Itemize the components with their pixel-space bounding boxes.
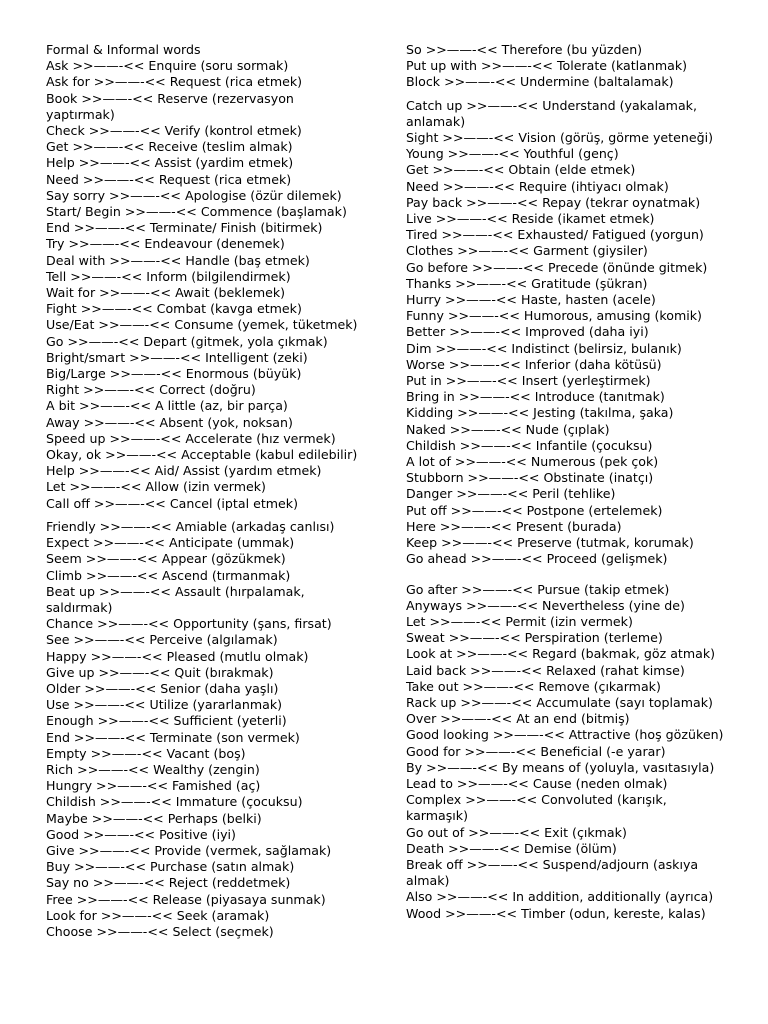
word-pair-line: End >>——-<< Terminate/ Finish (bitirmek) — [46, 220, 323, 236]
word-pair-line: Try >>——-<< Endeavour (denemek) — [46, 236, 285, 252]
word-pair-line: Get >>——-<< Obtain (elde etmek) — [406, 162, 636, 178]
word-pair-line: Good >>——-<< Positive (iyi) — [46, 826, 236, 842]
word-pair-line: So >>——-<< Therefore (bu yüzden) — [406, 42, 643, 57]
word-pair-line: Young >>——-<< Youthful (genç) — [406, 146, 619, 162]
word-pair-line: Go >>——-<< Depart (gitmek, yola çıkmak) — [46, 333, 328, 349]
word-pair-line: Start/ Begin >>——-<< Commence (başlamak) — [46, 204, 347, 220]
word-pair-line: Empty >>——-<< Vacant (boş) — [46, 745, 246, 761]
word-pair-line: Choose >>——-<< Select (seçmek) — [46, 923, 274, 939]
word-pair-line: Go before >>——-<< Precede (önünde gitmek) — [406, 259, 708, 275]
word-pair-line: Expect >>——-<< Anticipate (ummak) — [46, 535, 295, 551]
word-pair-line: Need >>——-<< Require (ihtiyacı olmak) — [406, 178, 669, 194]
word-pair-line: Naked >>——-<< Nude (çıplak) — [406, 421, 610, 437]
word-pair-line: Pay back >>——-<< Repay (tekrar oynatmak) — [406, 194, 701, 210]
word-pair-line: Tell >>——-<< Inform (bilgilendirmek) — [46, 268, 291, 284]
word-pair-line: Dim >>——-<< Indistinct (belirsiz, bulanık) — [406, 340, 682, 356]
word-pair-line: Speed up >>——-<< Accelerate (hız vermek) — [46, 430, 336, 446]
word-pair-line: Better >>——-<< Improved (daha iyi) — [406, 324, 649, 340]
word-pair-line: Beat up >>——-<< Assault (hırpalamak, saldırmak) — [46, 583, 305, 615]
left-column — [46, 42, 364, 940]
word-pair-line: Book >>——-<< Reserve (rezervasyon yaptırmak) — [46, 90, 294, 122]
word-pair-line: Fight >>——-<< Combat (kavga etmek) — [46, 301, 302, 317]
word-pair-line: Buy >>——-<< Purchase (satın almak) — [46, 859, 295, 875]
word-pair-line: Give >>——-<< Provide (vermek, sağlamak) — [46, 842, 332, 858]
word-pair-line: Say sorry >>——-<< Apologise (özür dilemek) — [46, 187, 342, 203]
word-pair-line: Free >>——-<< Release (piyasaya sunmak) — [46, 891, 326, 907]
word-pair-line: Tired >>——-<< Exhausted/ Fatigued (yorgun) — [406, 227, 704, 243]
word-pair-line: Danger >>——-<< Peril (tehlike) — [406, 486, 616, 502]
word-pair-line: Keep >>——-<< Preserve (tutmak, korumak) — [406, 535, 694, 551]
word-pair-line: Wood >>——-<< Timber (odun, kereste, kalas) — [406, 905, 706, 921]
word-pair-line: Go after >>——-<< Pursue (takip etmek) — [406, 581, 670, 597]
word-pair-line: Right >>——-<< Correct (doğru) — [46, 382, 256, 398]
word-pair-line: Climb >>——-<< Ascend (tırmanmak) — [46, 567, 291, 583]
word-pair-line: Live >>——-<< Reside (ikamet etmek) — [406, 211, 655, 227]
word-pair-line: Older >>——-<< Senior (daha yaşlı) — [46, 680, 279, 696]
word-pair-line: Funny >>——-<< Humorous, amusing (komik) — [406, 308, 702, 324]
word-pair-line: Complex >>——-<< Convoluted (karışık, karmaşık) — [406, 792, 667, 824]
word-pair-line: Hurry >>——-<< Haste, hasten (acele) — [406, 292, 656, 308]
word-pair-line: Lead to >>——-<< Cause (neden olmak) — [406, 775, 668, 791]
right-column — [406, 42, 726, 922]
word-pair-line: Say no >>——-<< Reject (reddetmek) — [46, 875, 291, 891]
word-pair-line: Sight >>——-<< Vision (görüş, görme yeteneği) — [406, 130, 713, 146]
word-pair-line: Okay, ok >>——-<< Acceptable (kabul edilebilir) — [46, 447, 358, 463]
word-pair-line: Ask >>——-<< Enquire (soru sormak) — [46, 58, 289, 74]
word-pair-line: End >>——-<< Terminate (son vermek) — [46, 729, 300, 745]
word-pair-line: Stubborn >>——-<< Obstinate (inatçı) — [406, 470, 654, 486]
word-pair-line: Let >>——-<< Allow (izin vermek) — [46, 479, 266, 495]
word-pair-line: Let >>——-<< Permit (izin vermek) — [406, 613, 633, 629]
word-pair-line: Chance >>——-<< Opportunity (şans, firsat) — [46, 616, 332, 632]
word-pair-line: Give up >>——-<< Quit (bırakmak) — [46, 664, 274, 680]
word-pair-line: Also >>——-<< In addition, additionally (ayrıca) — [406, 889, 714, 905]
word-pair-line: Deal with >>——-<< Handle (baş etmek) — [46, 252, 310, 268]
word-pair-line: Look for >>——-<< Seek (aramak) — [46, 907, 270, 923]
word-pair-line: Rich >>——-<< Wealthy (zengin) — [46, 761, 260, 777]
word-pair-line: Kidding >>——-<< Jesting (takılma, şaka) — [406, 405, 674, 421]
word-pair-line: A lot of >>——-<< Numerous (pek çok) — [406, 454, 659, 470]
word-pair-line: A bit >>——-<< A little (az, bir parça) — [46, 398, 288, 414]
word-pair-line: Good for >>——-<< Beneficial (-e yarar) — [406, 743, 666, 759]
word-pair-line: Maybe >>——-<< Perhaps (belki) — [46, 810, 262, 826]
word-pair-line: Help >>——-<< Assist (yardim etmek) — [46, 155, 294, 171]
word-pair-line: Death >>——-<< Demise (ölüm) — [406, 840, 617, 856]
word-pair-line: Look at >>——-<< Regard (bakmak, göz atmak) — [406, 646, 716, 662]
word-pair-line: Catch up >>——-<< Understand (yakalamak, anlamak) — [406, 97, 697, 129]
word-pair-line: Bring in >>——-<< Introduce (tanıtmak) — [406, 389, 665, 405]
word-pair-line: By >>——-<< By means of (yoluyla, vasıtasıyla) — [406, 759, 715, 775]
word-pair-line: Check >>——-<< Verify (kontrol etmek) — [46, 123, 302, 139]
word-pair-line: Formal & Informal words — [46, 42, 201, 57]
word-pair-line: Use/Eat >>——-<< Consume (yemek, tüketmek) — [46, 317, 358, 333]
word-pair-line: Wait for >>——-<< Await (beklemek) — [46, 285, 286, 301]
word-pair-line: Worse >>——-<< Inferior (daha kötüsü) — [406, 356, 662, 372]
word-pair-line: Good looking >>——-<< Attractive (hoş gözüken) — [406, 727, 724, 743]
word-pair-line: Happy >>——-<< Pleased (mutlu olmak) — [46, 648, 309, 664]
word-pair-line: Use >>——-<< Utilize (yararlanmak) — [46, 697, 283, 713]
word-pair-line: Help >>——-<< Aid/ Assist (yardım etmek) — [46, 463, 322, 479]
word-pair-line: See >>——-<< Perceive (algılamak) — [46, 632, 278, 648]
word-pair-line: Need >>——-<< Request (rica etmek) — [46, 171, 292, 187]
word-pair-line: Thanks >>——-<< Gratitude (şükran) — [406, 275, 648, 291]
word-pair-line: Put up with >>——-<< Tolerate (katlanmak) — [406, 58, 688, 74]
word-pair-line: Rack up >>——-<< Accumulate (sayı toplamak) — [406, 694, 713, 710]
word-pair-line: Childish >>——-<< Immature (çocuksu) — [46, 794, 303, 810]
word-pair-line: Block >>——-<< Undermine (baltalamak) — [406, 74, 674, 90]
word-pair-line: Over >>——-<< At an end (bitmiş) — [406, 711, 630, 727]
word-pair-line: Friendly >>——-<< Amiable (arkadaş canlısı) — [46, 518, 335, 534]
word-pair-line: Here >>——-<< Present (burada) — [406, 518, 622, 534]
word-pair-line: Get >>——-<< Receive (teslim almak) — [46, 139, 293, 155]
word-pair-line: Childish >>——-<< Infantile (çocuksu) — [406, 437, 653, 453]
word-pair-line: Hungry >>——-<< Famished (aç) — [46, 778, 261, 794]
word-pair-line: Clothes >>——-<< Garment (giysiler) — [406, 243, 648, 259]
word-pair-line: Seem >>——-<< Appear (gözükmek) — [46, 551, 286, 567]
word-pair-line: Bright/smart >>——-<< Intelligent (zeki) — [46, 349, 308, 365]
word-pair-line: Away >>——-<< Absent (yok, noksan) — [46, 414, 293, 430]
word-pair-line: Put off >>——-<< Postpone (ertelemek) — [406, 502, 663, 518]
word-pair-line: Break off >>——-<< Suspend/adjourn (askıya almak) — [406, 856, 699, 889]
word-pair-line: Ask for >>——-<< Request (rica etmek) — [46, 74, 303, 90]
word-pair-line: Enough >>——-<< Sufficient (yeterli) — [46, 713, 287, 729]
word-pair-line: Sweat >>——-<< Perspiration (terleme) — [406, 630, 663, 646]
word-pair-line: Big/Large >>——-<< Enormous (büyük) — [46, 366, 302, 382]
word-pair-line: Put in >>——-<< Insert (yerleştirmek) — [406, 373, 651, 389]
word-pair-line: Anyways >>——-<< Nevertheless (yine de) — [406, 597, 685, 613]
word-pair-line: Go ahead >>——-<< Proceed (gelişmek) — [406, 551, 668, 567]
word-pair-line: Laid back >>——-<< Relaxed (rahat kimse) — [406, 662, 685, 678]
word-pair-line: Call off >>——-<< Cancel (iptal etmek) — [46, 495, 298, 511]
word-pair-line: Go out of >>——-<< Exit (çıkmak) — [406, 824, 627, 840]
word-pair-line: Take out >>——-<< Remove (çıkarmak) — [406, 678, 661, 694]
